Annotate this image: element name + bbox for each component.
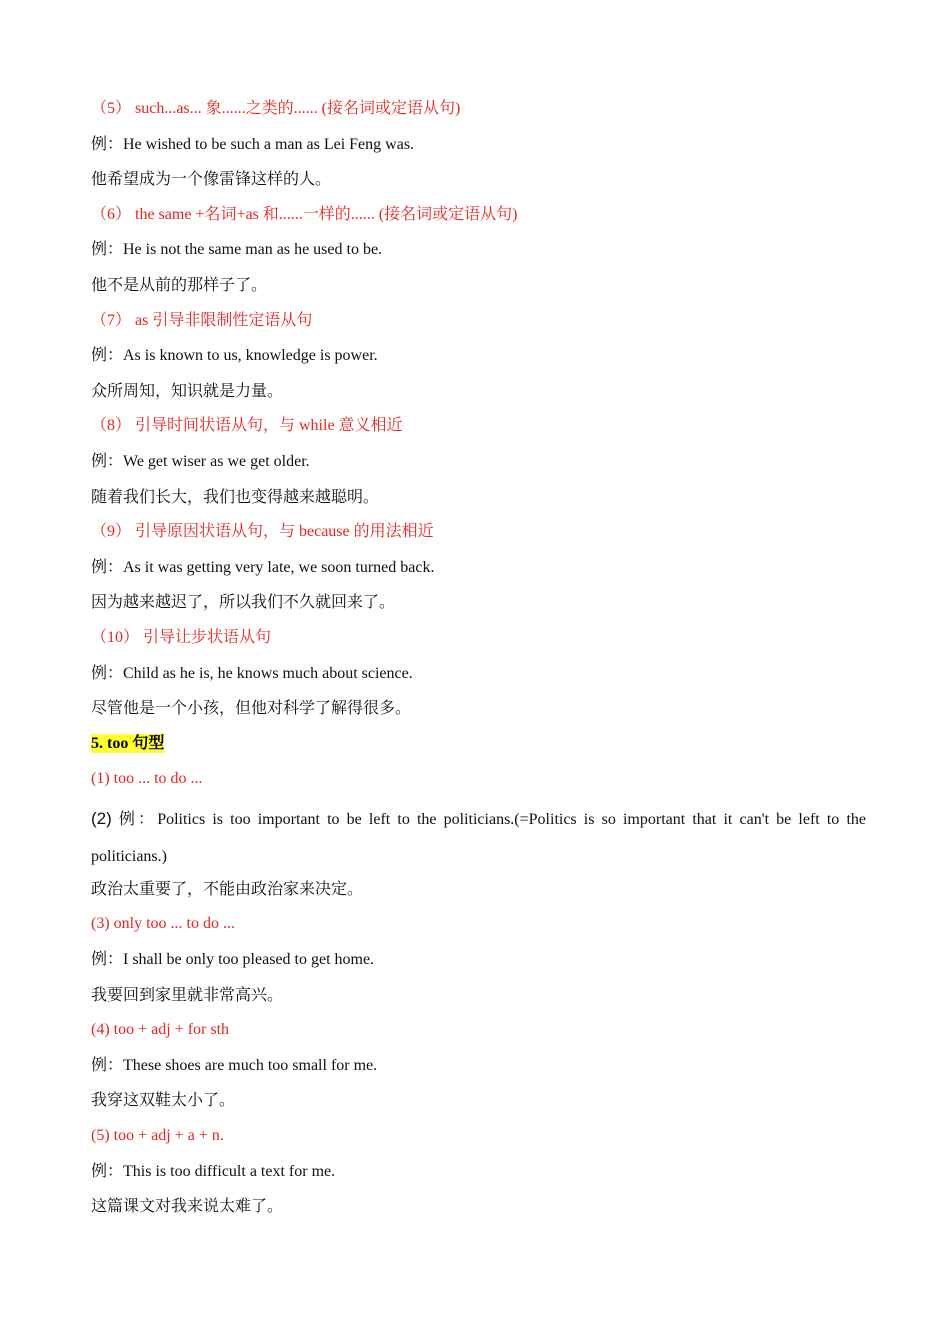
pattern-5-example: 例：This is too difficult a text for me. bbox=[91, 1162, 336, 1180]
pattern-2-example bbox=[91, 800, 866, 875]
document-body bbox=[91, 94, 866, 1227]
item-10-translation: 尽管他是一个小孩，但他对科学了解得很多。 bbox=[91, 700, 412, 718]
item-6-example: 例：He is not the same man as he used to be. bbox=[91, 241, 383, 259]
item-10-label: （10） 引导让步状语从句 bbox=[91, 628, 272, 646]
item-9-example: 例：As it was getting very late, we soon turned back. bbox=[91, 558, 435, 576]
item-8-translation: 随着我们长大，我们也变得越来越聪明。 bbox=[91, 488, 380, 506]
pattern-3-translation: 我要回到家里就非常高兴。 bbox=[91, 986, 284, 1004]
item-9-translation: 因为越来越迟了，所以我们不久就回来了。 bbox=[91, 594, 396, 612]
item-6-translation: 他不是从前的那样子了。 bbox=[91, 276, 268, 294]
item-8-label: （8） 引导时间状语从句，与 while 意义相近 bbox=[91, 417, 403, 435]
item-10-example: 例：Child as he is, he knows much about science. bbox=[91, 664, 413, 682]
pattern-4-translation: 我穿这双鞋太小了。 bbox=[91, 1092, 236, 1110]
item-7-translation: 众所周知，知识就是力量。 bbox=[91, 382, 284, 400]
pattern-2-text: 例：Politics is too important to be left to the politicians.(=Politics is so important that it can't be left to the politicians.) bbox=[91, 810, 866, 865]
pattern-4: (4) too + adj + for sth bbox=[91, 1021, 230, 1039]
pattern-5-translation: 这篇课文对我来说太难了。 bbox=[91, 1198, 284, 1216]
pattern-3-example: 例：I shall be only too pleased to get home. bbox=[91, 951, 375, 969]
section-5-heading-text: 5. too 句型 bbox=[91, 734, 165, 752]
item-5-example: 例：He wished to be such a man as Lei Feng was. bbox=[91, 135, 415, 153]
item-5-translation: 他希望成为一个像雷锋这样的人。 bbox=[91, 171, 332, 189]
item-7-example: 例：As is known to us, knowledge is power. bbox=[91, 347, 378, 365]
section-5-heading bbox=[91, 729, 866, 765]
pattern-2-number: (2) bbox=[91, 808, 112, 828]
item-9-label: （9） 引导原因状语从句，与 because 的用法相近 bbox=[91, 523, 434, 541]
pattern-4-example: 例：These shoes are much too small for me. bbox=[91, 1056, 378, 1074]
pattern-2-translation: 政治太重要了，不能由政治家来决定。 bbox=[91, 880, 364, 898]
item-7-label: （7） as 引导非限制性定语从句 bbox=[91, 311, 313, 329]
pattern-1: (1) too ... to do ... bbox=[91, 770, 203, 788]
item-6-label: （6） the same +名词+as 和......一样的...... (接名词或定语从句) bbox=[91, 205, 518, 223]
item-8-example: 例：We get wiser as we get older. bbox=[91, 452, 310, 470]
pattern-5: (5) too + adj + a + n. bbox=[91, 1127, 224, 1145]
pattern-3: (3) only too ... to do ... bbox=[91, 915, 235, 933]
item-5-label: （5） such...as... 象......之类的...... (接名词或定语从句) bbox=[91, 100, 461, 117]
